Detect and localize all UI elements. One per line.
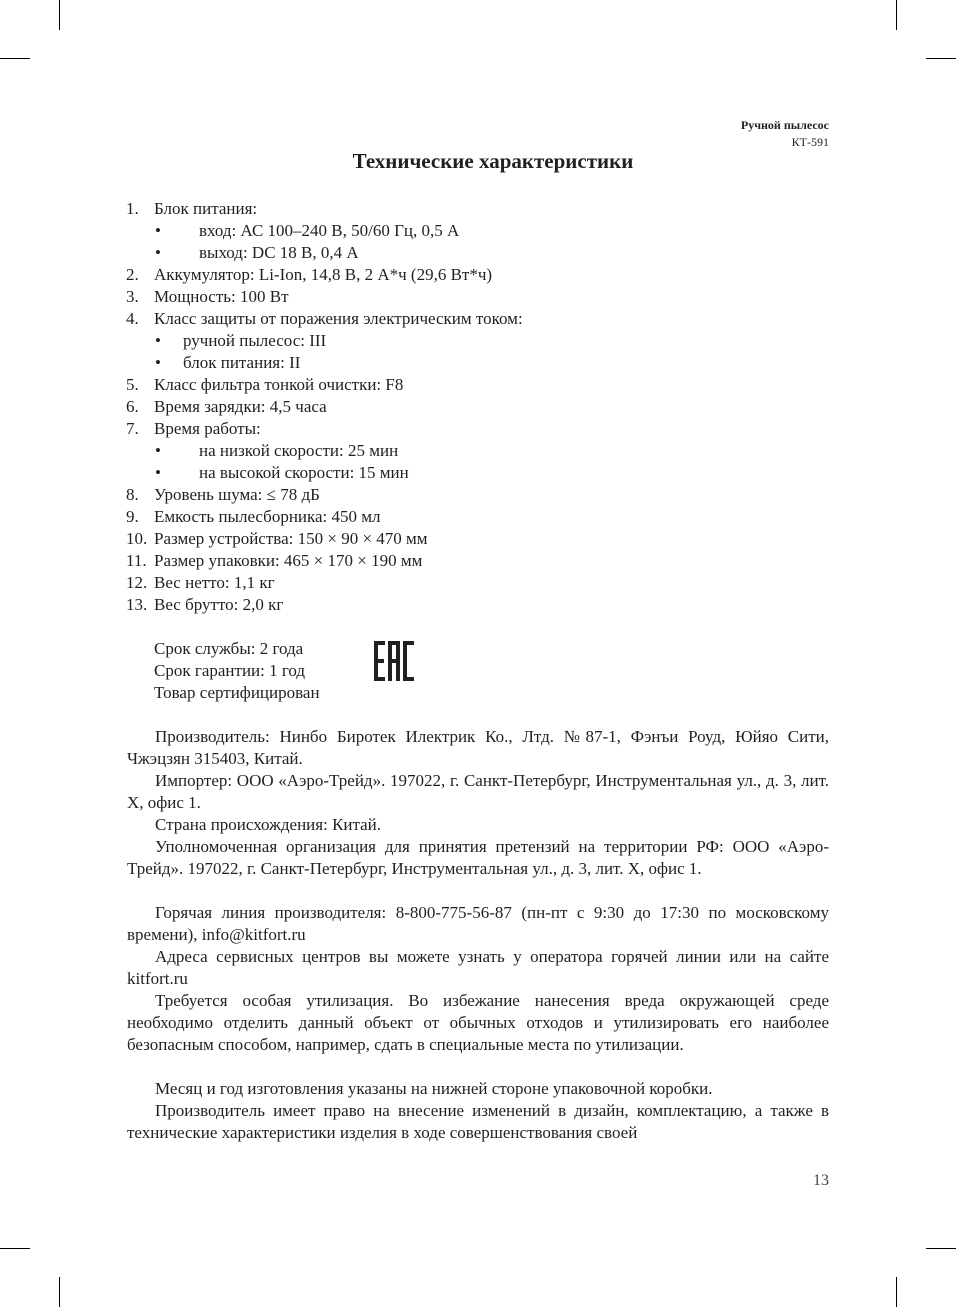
spec-number: 2. [126, 265, 139, 284]
importer-info: Импортер: ООО «Аэро-Трейд». 197022, г. Санкт-Петербург, Инструментальная ул., д. 3, лит. Х, офис 1. [127, 771, 829, 812]
spec-item: Емкость пылесборника: 450 мл [154, 507, 381, 526]
manufacture-date-info: Месяц и год изготовления указаны на нижней стороне упаковочной коробки. [155, 1079, 713, 1098]
spec-number: 3. [126, 287, 139, 306]
spec-item: Уровень шума: ≤ 78 дБ [154, 485, 320, 504]
bullet: • [155, 243, 161, 262]
spec-number: 8. [126, 485, 139, 504]
warranty-period: Срок гарантии: 1 год [154, 661, 306, 680]
spec-item: Вес нетто: 1,1 кг [154, 573, 275, 592]
spec-number: 10. [126, 529, 148, 548]
disposal-info: Требуется особая утилизация. Во избежание нанесения вреда окружающей среде необходимо отделить данный объект от обычных отходов и утилизировать его наиболее безопасным способом, например, сдать в специальные места по утилизации. [127, 991, 829, 1054]
spec-number: 7. [126, 419, 139, 438]
bullet: • [155, 441, 161, 460]
spec-number: 5. [126, 375, 139, 394]
page-number: 13 [813, 1172, 829, 1189]
spec-item: Размер устройства: 150 × 90 × 470 мм [154, 529, 428, 548]
certified-note: Товар сертифицирован [154, 683, 320, 702]
eac-mark-icon [373, 640, 415, 682]
spec-number: 12. [126, 573, 148, 592]
spec-sub-item: выход: DC 18 В, 0,4 А [199, 243, 359, 262]
crop-mark [59, 0, 60, 30]
spec-item: Время работы: [154, 419, 261, 438]
spec-item: Класс защиты от поражения электрическим током: [154, 309, 523, 328]
spec-number: 11. [126, 551, 147, 570]
crop-mark [0, 1248, 30, 1249]
spec-item: Размер упаковки: 465 × 170 × 190 мм [154, 551, 423, 570]
spec-item: Блок питания: [154, 199, 258, 218]
crop-mark [896, 0, 897, 30]
changes-notice: Производитель имеет право на внесение изменений в дизайн, комплектацию, а также в технические характеристики изделия в ходе совершенствования своей [127, 1101, 829, 1142]
authorized-organization: Уполномоченная организация для принятия претензий на территории РФ: ООО «Аэро-Трейд». 197022, г. Санкт-Петербург, Инструментальная ул., д. 3, лит. Х, офис 1. [127, 837, 829, 878]
crop-mark [926, 1248, 956, 1249]
section-title: Технические характеристики [352, 149, 634, 173]
spec-sub-item: на низкой скорости: 25 мин [199, 441, 399, 460]
spec-number: 4. [126, 309, 139, 328]
spec-item: Время зарядки: 4,5 часа [154, 397, 327, 416]
service-life: Срок службы: 2 года [154, 639, 304, 658]
country-of-origin: Страна происхождения: Китай. [155, 815, 382, 834]
spec-number: 9. [126, 507, 139, 526]
spec-item: Аккумулятор: Li-Ion, 14,8 В, 2 А*ч (29,6 Вт*ч) [154, 265, 493, 284]
spec-item: Вес брутто: 2,0 кг [154, 595, 284, 614]
crop-mark [59, 1277, 60, 1307]
running-header-model: КТ-591 [791, 135, 829, 149]
running-header-product: Ручной пылесос [740, 118, 829, 132]
crop-mark [926, 58, 956, 59]
service-centers-info: Адреса сервисных центров вы можете узнать у оператора горячей линии или на сайте kitfort.ru [127, 947, 829, 988]
spec-sub-item: блок питания: II [183, 353, 301, 372]
crop-mark [0, 58, 30, 59]
spec-number: 1. [126, 199, 139, 218]
bullet: • [155, 331, 161, 350]
spec-number: 13. [126, 595, 148, 614]
bullet: • [155, 463, 161, 482]
crop-mark [896, 1277, 897, 1307]
hotline-info: Горячая линия производителя: 8-800-775-56-87 (пн-пт с 9:30 до 17:30 по московскому времени), info@kitfort.ru [127, 903, 829, 944]
spec-item: Мощность: 100 Вт [154, 287, 289, 306]
spec-sub-item: ручной пылесос: III [183, 331, 327, 350]
spec-sub-item: вход: АС 100–240 В, 50/60 Гц, 0,5 А [199, 221, 460, 240]
bullet: • [155, 353, 161, 372]
manufacturer-info: Производитель: Нинбо Биротек Илектрик Ко., Лтд. №87-1, Фэнъи Роуд, Юйяо Сити, Чжэцзян 315403, Китай. [127, 727, 829, 768]
spec-sub-item: на высокой скорости: 15 мин [199, 463, 409, 482]
bullet: • [155, 221, 161, 240]
spec-number: 6. [126, 397, 139, 416]
spec-item: Класс фильтра тонкой очистки: F8 [154, 375, 404, 394]
